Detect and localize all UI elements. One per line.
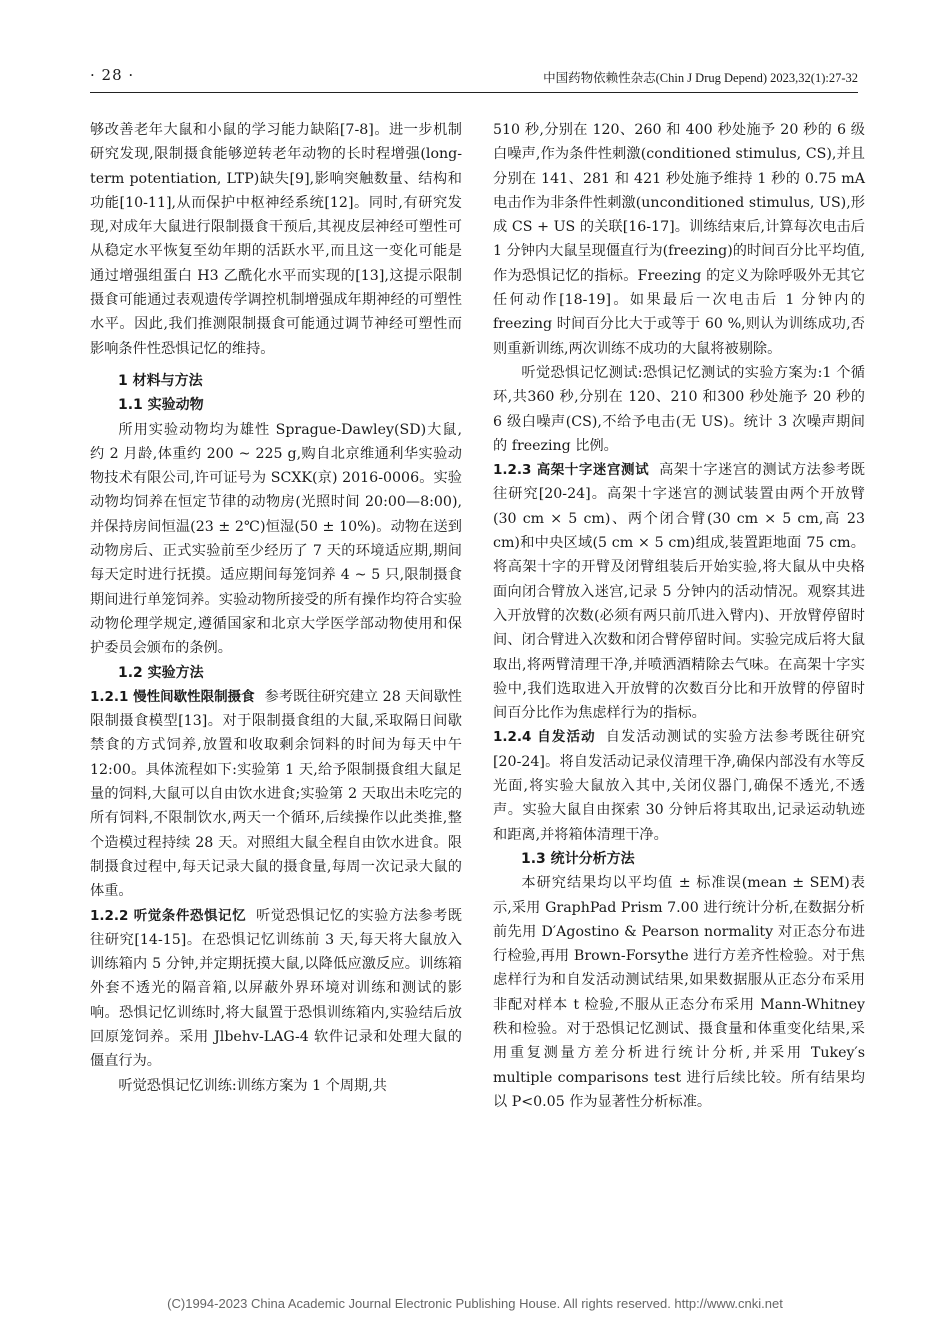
left-column — [90, 118, 462, 1098]
page-number: · 28 · — [90, 66, 135, 84]
right-column — [493, 118, 865, 1114]
locomotor-activity-paragraph: 自发活动测试的实验方法参考既往研究[20-24]。将自发活动记录仪清理干净,确保内部没有水等反光面,将实验大鼠放入其中,关闭仪器门,确保不透光,不透声。实验大鼠自由探索 30 分钟后将其取出,记录运动轨迹和距离,并将箱体清理干净。 — [493, 729, 865, 843]
animals-paragraph: 所用实验动物均为雄性 Sprague-Dawley(SD)大鼠,约 2 月龄,体重约 200 ~ 225 g,购自北京维通利华实验动物技术有限公司,许可证号为 SCXK(京) 2016-0006。实验动物均饲养在恒定节律的动物房(光照时间 20:00—8:00),并保持房间恒温(23 ± 2℃)恒湿(50 ± 10%)。动物在送到动物房后、正式实验前至少经历了 7 天的环境适应期,期间每天定时进行抚摸。适应期间每笼饲养 4 ~ 5 只,限制摄食期间进行单笼饲养。实验动物所接受的所有操作均符合实验动物伦理学规定,遵循国家和北京大学医学部动物使用和保护委员会颁布的条例。 — [90, 421, 462, 657]
copyright-footer: (C)1994-2023 China Academic Journal Electronic Publishing House. All rights reserved. http://www.cnki.net — [167, 1296, 783, 1311]
elevated-plus-maze-paragraph: 高架十字迷宫的测试方法参考既往研究[20-24]。高架十字迷宫的测试装置由两个开放臂(30 cm × 5 cm)、两个闭合臂(30 cm × 5 cm,高 23 cm)和中央区域(5 cm × 5 cm)组成,装置距地面 75 cm。将高架十字的开臂及闭臂组装后开始实验,将大鼠从中央格面向闭合臂放入迷宫,记录 5 分钟内的活动情况。观察其进入开放臂的次数(必须有两只前爪进入臂内)、开放臂停留时间、闭合臂进入次数和闭合臂停留时间。实验完成后将大鼠取出,将两臂清理干净,并喷洒酒精除去气味。在高架十字实验中,我们选取进入开放臂的次数百分比和开放臂的停留时间百分比作为焦虑样行为的指标。 — [493, 462, 865, 722]
run-in-heading-restricted-feeding: 1.2.1 慢性间歇性限制摄食 — [90, 688, 255, 705]
subsection-heading-methods: 1.2 实验方法 — [118, 664, 204, 681]
restricted-feeding-section — [90, 685, 462, 904]
spacer — [90, 361, 462, 369]
run-in-heading-locomotor-activity: 1.2.4 自发活动 — [493, 729, 596, 746]
test-paragraph: 听觉恐惧记忆测试:恐惧记忆测试的实验方案为:1 个循环,共360 秒,分别在 120、210 和300 秒处施予 20 秒的 6 级白噪声(CS),不给予电击(无 US)。统计 3 次噪声期间的 freezing 比例。 — [493, 364, 865, 454]
training-paragraph-continued: 510 秒,分别在 120、260 和 400 秒处施予 20 秒的 6 级白噪声,作为条件性刺激(conditioned stimulus, CS),并且分别在 141、281 和 421 秒处施予维持 1 秒的 0.75 mA 电击作为非条件性刺激(unconditioned stimulus, US),形成 CS + US 的关联[16-17]。训练结束后,计算每次电击后 1 分钟内大鼠呈现僵直行为(freezing)的时间百分比平均值,作为恐惧记忆的指标。Freezing 的定义为除呼吸外无其它任何动作[18-19]。如果最后一次电击后 1 分钟内的 freezing 时间百分比大于或等于 60 %,则认为训练成功,否则重新训练,两次训练不成功的大鼠将被剔除。 — [493, 122, 865, 357]
running-header: 中国药物依赖性杂志(Chin J Drug Depend) 2023,32(1):27-32 — [543, 71, 858, 85]
run-in-heading-fear-memory: 1.2.2 听觉条件恐惧记忆 — [90, 907, 247, 924]
fear-memory-paragraph: 听觉恐惧记忆的实验方法参考既往研究[14-15]。在恐惧记忆训练前 3 天,每天将大鼠放入训练箱内 5 分钟,并定期抚摸大鼠,以降低应激反应。训练箱外套不透光的隔音箱,以屏蔽外界环境对训练和测试的影响。恐惧记忆训练时,将大鼠置于恐惧训练箱内,实验结后放回原笼饲养。采用 Jlbehv-LAG-4 软件记录和处理大鼠的僵直行为。 — [90, 907, 462, 1070]
statistics-paragraph: 本研究结果均以平均值 ± 标准误(mean ± SEM)表示,采用 GraphPad Prism 7.00 进行统计分析,在数据分析前先用 D′Agostino & Pearson normality 对正态分布进行检验,再用 Brown-Forsythe 进行方差齐性检验。对于焦虑样行为和自发活动测试结果,如果数据服从正态分布采用非配对样本 t 检验,不服从正态分布采用 Mann-Whitney 秩和检验。对于恐惧记忆测试、摄食量和体重变化结果,采用重复测量方差分析进行统计分析,并采用 Tukey′s multiple comparisons test 进行后续比较。所有结果均以 P<0.05 作为显著性分析标准。 — [493, 875, 865, 1110]
run-in-heading-elevated-plus-maze: 1.2.3 高架十字迷宫测试 — [493, 462, 650, 479]
header-rule — [90, 92, 858, 93]
subsection-heading-statistics: 1.3 统计分析方法 — [521, 850, 635, 867]
intro-paragraph: 够改善老年大鼠和小鼠的学习能力缺陷[7-8]。进一步机制研究发现,限制摄食能够逆转老年动物的长时程增强(long-term potentiation, LTP)缺失[9],影响突触数量、结构和功能[10-11],从而保护中枢神经系统[12]。同时,有研究发现,对成年大鼠进行限制摄食干预后,其视皮层神经可塑性可从稳定水平恢复至幼年期的活跃水平,而且这一变化可能是通过增强组蛋白 H3 乙酰化水平而实现的[13],这提示限制摄食可能通过表观遗传学调控机制增强成年期神经的可塑性水平。因此,我们推测限制摄食可能通过调节神经可塑性而影响条件性恐惧记忆的维持。 — [90, 122, 462, 357]
training-paragraph-start: 听觉恐惧记忆训练:训练方案为 1 个周期,共 — [118, 1077, 387, 1094]
restricted-feeding-paragraph: 参考既往研究建立 28 天间歇性限制摄食模型[13]。对于限制摄食组的大鼠,采取隔日间歇禁食的方式饲养,放置和收取剩余饲料的时间为每天中午 12:00。具体流程如下:实验第 1 天,给予限制摄食组大鼠足量的饲料,大鼠可以自由饮水进食;实验第 2 天取出未吃完的所有饲料,不限制饮水,两天一个循环,后续操作以此类推,整个造模过程持续 28 天。对照组大鼠全程自由饮水进食。限制摄食过程中,每天记录大鼠的摄食量,每周一次记录大鼠的体重。 — [90, 688, 462, 900]
subsection-heading-animals: 1.1 实验动物 — [118, 397, 204, 414]
section-heading-materials-methods: 1 材料与方法 — [118, 372, 203, 389]
fear-memory-section — [90, 904, 462, 1074]
elevated-plus-maze-section — [493, 458, 865, 725]
locomotor-activity-section — [493, 725, 865, 846]
